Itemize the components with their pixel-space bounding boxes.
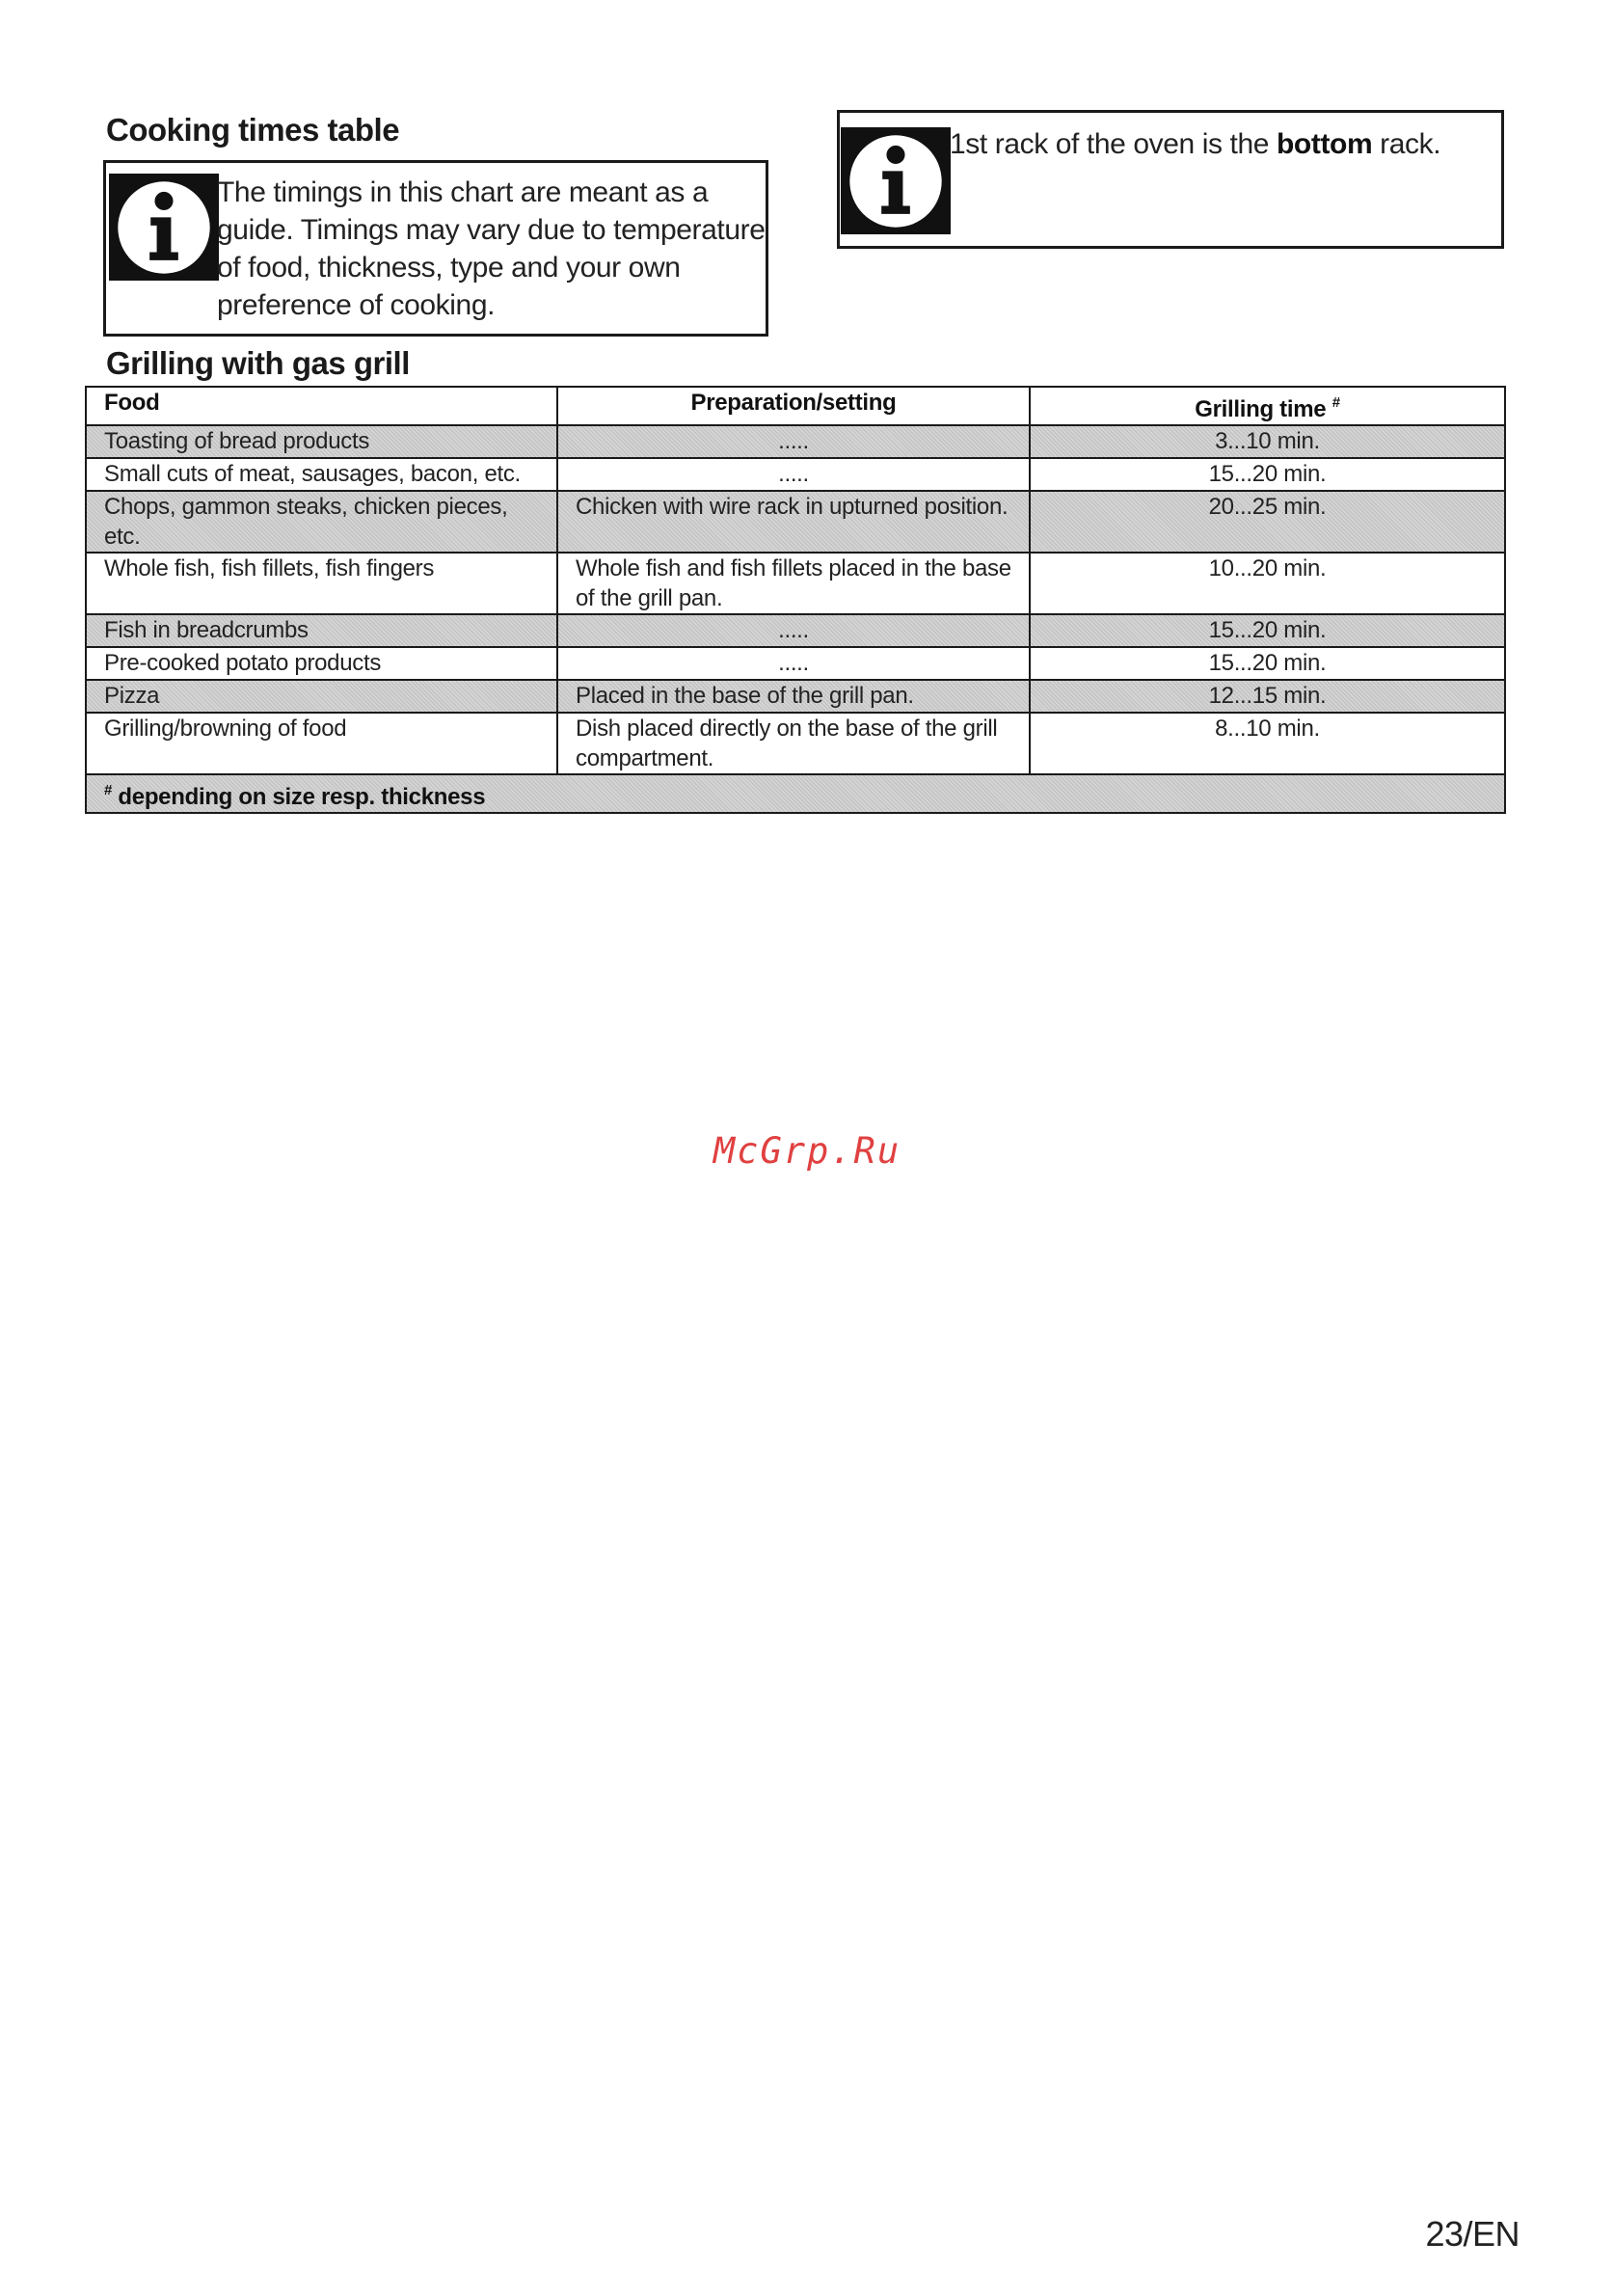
food-cell: Small cuts of meat, sausages, bacon, etc. xyxy=(86,458,557,491)
preparation-cell: ..... xyxy=(557,425,1030,458)
food-cell: Pizza xyxy=(86,680,557,713)
food-cell: Grilling/browning of food xyxy=(86,713,557,774)
header-time: Grilling time # xyxy=(1030,387,1505,425)
table-row xyxy=(86,425,1505,458)
food-cell: Whole fish, fish fillets, fish fingers xyxy=(86,553,557,614)
table-row xyxy=(86,458,1505,491)
info-icon xyxy=(109,174,219,281)
time-cell: 8...10 min. xyxy=(1030,713,1505,774)
table-row xyxy=(86,491,1505,553)
preparation-cell: Chicken with wire rack in upturned position. xyxy=(557,491,1030,553)
table-row xyxy=(86,553,1505,614)
table-row xyxy=(86,647,1505,680)
page-number: 23/EN xyxy=(1425,2214,1520,2254)
table-title: Grilling with gas grill xyxy=(106,345,410,381)
preparation-cell: ..... xyxy=(557,647,1030,680)
table-row xyxy=(86,614,1505,647)
preparation-cell: Dish placed directly on the base of the grill compartment. xyxy=(557,713,1030,774)
table-footnote: # depending on size resp. thickness xyxy=(86,774,1505,813)
food-cell: Chops, gammon steaks, chicken pieces, etc. xyxy=(86,491,557,553)
info-icon xyxy=(841,127,951,234)
food-cell: Pre-cooked potato products xyxy=(86,647,557,680)
table-row xyxy=(86,680,1505,713)
section-title: Cooking times table xyxy=(106,112,400,148)
time-cell: 12...15 min. xyxy=(1030,680,1505,713)
time-cell: 15...20 min. xyxy=(1030,458,1505,491)
watermark: McGrp.Ru xyxy=(713,1130,901,1172)
info-note-text: The timings in this chart are meant as a guide. Timings may vary due to temperature of food, thickness, type and your own preference of cooking. xyxy=(217,176,766,321)
info-note-rack-text: 1st rack of the oven is the bottom rack. xyxy=(950,128,1441,160)
time-cell: 10...20 min. xyxy=(1030,553,1505,614)
time-cell: 15...20 min. xyxy=(1030,647,1505,680)
info-note-rack xyxy=(837,110,1504,249)
header-preparation: Preparation/setting xyxy=(557,387,1030,425)
preparation-cell: Placed in the base of the grill pan. xyxy=(557,680,1030,713)
info-note-guide xyxy=(103,160,768,337)
time-cell: 15...20 min. xyxy=(1030,614,1505,647)
time-cell: 3...10 min. xyxy=(1030,425,1505,458)
table-header-row xyxy=(86,387,1505,425)
grilling-table xyxy=(85,386,1506,814)
time-cell: 20...25 min. xyxy=(1030,491,1505,553)
table-row xyxy=(86,713,1505,774)
preparation-cell: ..... xyxy=(557,614,1030,647)
table-footnote-row xyxy=(86,774,1505,813)
header-food: Food xyxy=(86,387,557,425)
preparation-cell: ..... xyxy=(557,458,1030,491)
food-cell: Toasting of bread products xyxy=(86,425,557,458)
food-cell: Fish in breadcrumbs xyxy=(86,614,557,647)
preparation-cell: Whole fish and fish fillets placed in the base of the grill pan. xyxy=(557,553,1030,614)
